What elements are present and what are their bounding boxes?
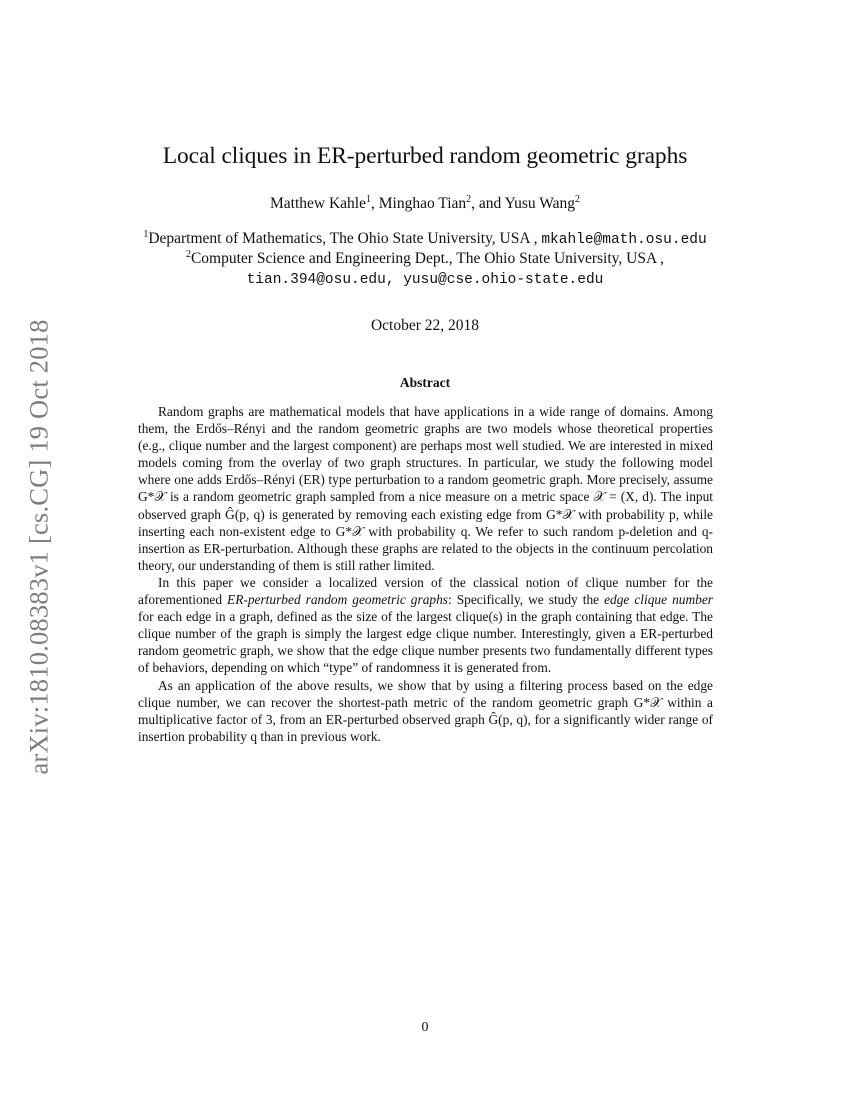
abstract-paragraph-2 <box>138 574 713 677</box>
affiliation-mark: 1 <box>143 228 149 240</box>
affiliation-1 <box>0 230 850 248</box>
abstract-paragraph-1: Random graphs are mathematical models that have applications in a wide range of domains. Among them, the Erdős–Rényi and the random geometric graphs are two models whose theoretical properties (e.g., clique number and the largest component) are perhaps most well studied. We are interested in mixed models coming from the overlay of two graph structures. In particular, we study the following model where one adds Erdős–Rényi (ER) type perturbation to a random geometric graph. More precisely, assume G*𝒳 is a random geometric graph sampled from a nice measure on a metric space 𝒳 = (X, d). The input observed graph Ĝ(p, q) is generated by removing each existing edge from G*𝒳 with probability p, while inserting each non-existent edge to G*𝒳 with probability q. We refer to such random p-deletion and q-insertion as ER-perturbation. Although these graphs are related to the objects in the continuum percolation theory, our understanding of them is still rather limited. <box>138 404 713 573</box>
abstract-text: : Specifically, we study the <box>448 592 605 608</box>
arxiv-identifier: arXiv:1810.08383v1 [cs.CG] 19 Oct 2018 <box>23 319 54 775</box>
author-list <box>0 195 850 213</box>
paper-date: October 22, 2018 <box>370 317 480 334</box>
emphasis-text: ER-perturbed random geometric graphs <box>227 592 449 608</box>
arxiv-sidebar-stamp <box>13 292 65 802</box>
author-name: Minghao Tian <box>378 195 467 212</box>
page-number: 0 <box>421 1020 429 1035</box>
affiliation-2-emails <box>0 270 850 288</box>
paper-title: Local cliques in ER-perturbed random geometric graphs <box>162 143 688 169</box>
author-separator: , <box>370 195 379 212</box>
author-email: mkahle@math.osu.edu <box>541 232 707 248</box>
author-affiliation-mark: 2 <box>574 193 580 205</box>
author-affiliation-mark: 2 <box>466 193 472 205</box>
affiliation-mark: 2 <box>185 248 191 260</box>
abstract-body <box>138 403 713 745</box>
author-affiliation-mark: 1 <box>365 193 371 205</box>
author-separator: , and <box>471 195 505 212</box>
abstract-text: In this paper we consider a localized version of the classical notion of clique number for the aforementioned <box>138 574 713 608</box>
author-name: Yusu Wang <box>504 195 575 212</box>
emphasis-text: edge clique number <box>604 592 713 608</box>
affiliation-text: Department of Mathematics, The Ohio State University, USA , <box>148 230 542 247</box>
abstract-heading: Abstract <box>399 375 451 390</box>
author-emails: tian.394@osu.edu, yusu@cse.ohio-state.edu <box>246 272 604 288</box>
affiliation-text: Computer Science and Engineering Dept., The Ohio State University, USA , <box>190 250 665 267</box>
author-name: Matthew Kahle <box>270 195 366 212</box>
affiliation-2 <box>0 250 850 268</box>
abstract-text: for each edge in a graph, defined as the size of the largest clique(s) in the graph containing that edge. The clique number of the graph is simply the largest edge clique number. Interestingly, given a ER-perturbed random geometric graph, we show that the edge clique number presents two fundamentally different types of behaviors, depending on which “type” of randomness it is generated from. <box>138 609 713 676</box>
abstract-paragraph-3: As an application of the above results, we show that by using a filtering process based on the edge clique number, we can recover the shortest-path metric of the random geometric graph G*𝒳 within a multiplicative factor of 3, from an ER-perturbed observed graph Ĝ(p, q), for a significantly wider range of insertion probability q than in previous work. <box>138 677 713 744</box>
